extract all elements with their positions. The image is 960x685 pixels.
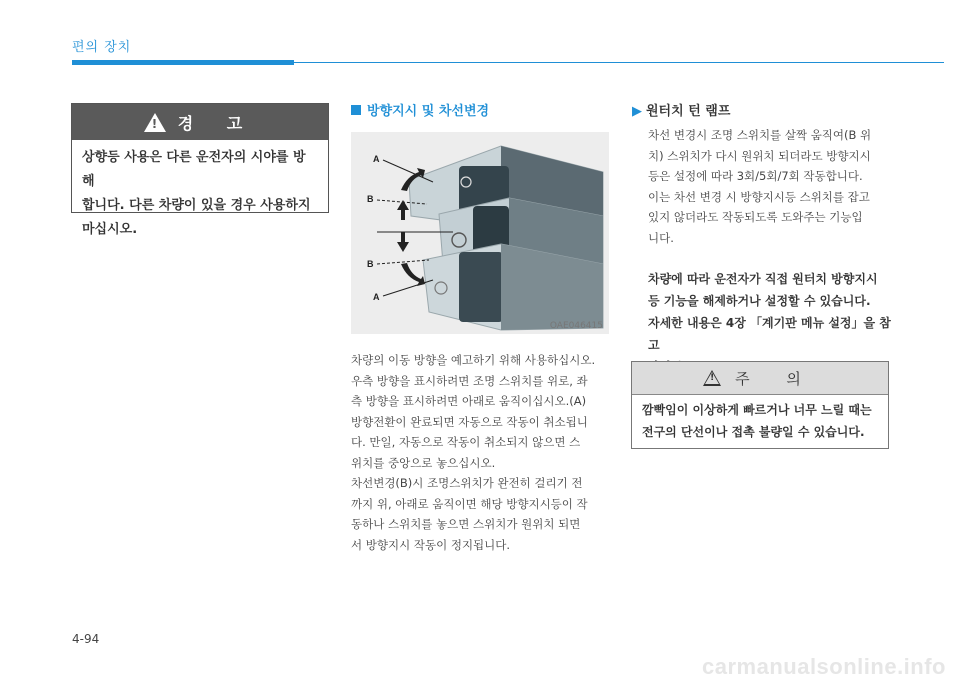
- paragraph-line: 동하나 스위치를 놓으면 스위치가 원위치 되면: [351, 517, 581, 531]
- warning-title: 경 고: [177, 113, 257, 133]
- caution-line: 깜빡임이 이상하게 빠르거나 너무 느릴 때는: [642, 403, 872, 417]
- heading-square-icon: [351, 105, 361, 115]
- header-accent-bar: [72, 60, 294, 65]
- callout-label-a-top: A: [373, 154, 380, 164]
- watermark: carmanualsonline.info: [702, 654, 946, 679]
- caution-title: 주 의: [735, 369, 817, 388]
- paragraph-line: 있지 않더라도 작동되도록 도와주는 기능입: [648, 210, 863, 224]
- caution-body: [632, 395, 888, 447]
- warning-box: [71, 103, 329, 237]
- paragraph-line: 차량의 이동 방향을 예고하기 위해 사용하십시오.: [351, 353, 596, 367]
- warning-triangle-icon: !: [144, 113, 166, 132]
- paragraph-line: 차선 변경시 조명 스위치를 살짝 움직여(B 위: [648, 128, 872, 142]
- paragraph-line: 위치를 중앙으로 놓으십시오.: [351, 455, 496, 470]
- turn-signal-description: [351, 350, 615, 555]
- paragraph-line: 치) 스위치가 다시 원위치 되더라도 방향지시: [648, 148, 871, 163]
- one-touch-heading-text: 원터치 턴 램프: [646, 104, 731, 119]
- warning-line: 합니다. 다른 차량이 있을 경우 사용하지: [82, 198, 311, 213]
- caution-triangle-icon: !: [703, 370, 721, 386]
- warning-body: [72, 140, 328, 248]
- one-touch-heading: [632, 100, 730, 119]
- turn-signal-heading: [351, 100, 489, 119]
- note-line: 자세한 내용은 4장 「계기판 메뉴 설정」을 참고: [648, 316, 891, 352]
- warning-line: 상향등 사용은 다른 운전자의 시야를 방해: [82, 150, 306, 189]
- note-line: 등 기능을 해제하거나 설정할 수 있습니다.: [648, 294, 871, 308]
- paragraph-line: 서 방향지시 작동이 정지됩니다.: [351, 537, 511, 552]
- triangle-bullet-icon: ▶: [632, 104, 642, 119]
- paragraph-line: 등은 설정에 따라 3회/5회/7회 작동합니다.: [648, 169, 863, 183]
- callout-label-b-top: B: [367, 194, 374, 204]
- section-title: 편의 장치: [72, 40, 132, 55]
- paragraph-line: 니다.: [648, 230, 674, 245]
- turn-signal-heading-text: 방향지시 및 차선변경: [367, 104, 490, 119]
- callout-label-b-bottom: B: [367, 259, 374, 269]
- callout-label-a-bottom: A: [373, 292, 380, 302]
- page-number: 4-94: [72, 632, 100, 646]
- paragraph-line: 다. 만일, 자동으로 작동이 취소되지 않으면 스: [351, 435, 581, 449]
- header-rule: [294, 62, 944, 63]
- stalk-illustration: [351, 132, 609, 334]
- caution-box: [631, 361, 889, 449]
- note-line: 차량에 따라 운전자가 직접 원터치 방향지시: [648, 272, 878, 286]
- caution-header: [632, 362, 888, 395]
- paragraph-line: 이는 차선 변경 시 방향지시등 스위치를 잡고: [648, 189, 870, 204]
- paragraph-line: 우측 방향을 표시하려면 조명 스위치를 위로, 좌: [351, 373, 588, 388]
- warning-header: [72, 104, 328, 140]
- paragraph-line: 측 방향을 표시하려면 아래로 움직이십시오.(A): [351, 394, 587, 408]
- paragraph-line: 방향전환이 완료되면 자동으로 작동이 취소됩니: [351, 414, 588, 429]
- warning-line: 마십시오.: [82, 222, 138, 237]
- turn-signal-figure: [351, 132, 609, 334]
- paragraph-line: 까지 위, 아래로 움직이면 해당 방향지시등이 작: [351, 496, 588, 511]
- one-touch-description: [648, 125, 894, 248]
- caution-line: 전구의 단선이나 접촉 불량일 수 있습니다.: [642, 425, 865, 439]
- figure-code: OAE046415: [549, 321, 603, 331]
- paragraph-line: 차선변경(B)시 조명스위치가 완전히 걸리기 전: [351, 476, 583, 490]
